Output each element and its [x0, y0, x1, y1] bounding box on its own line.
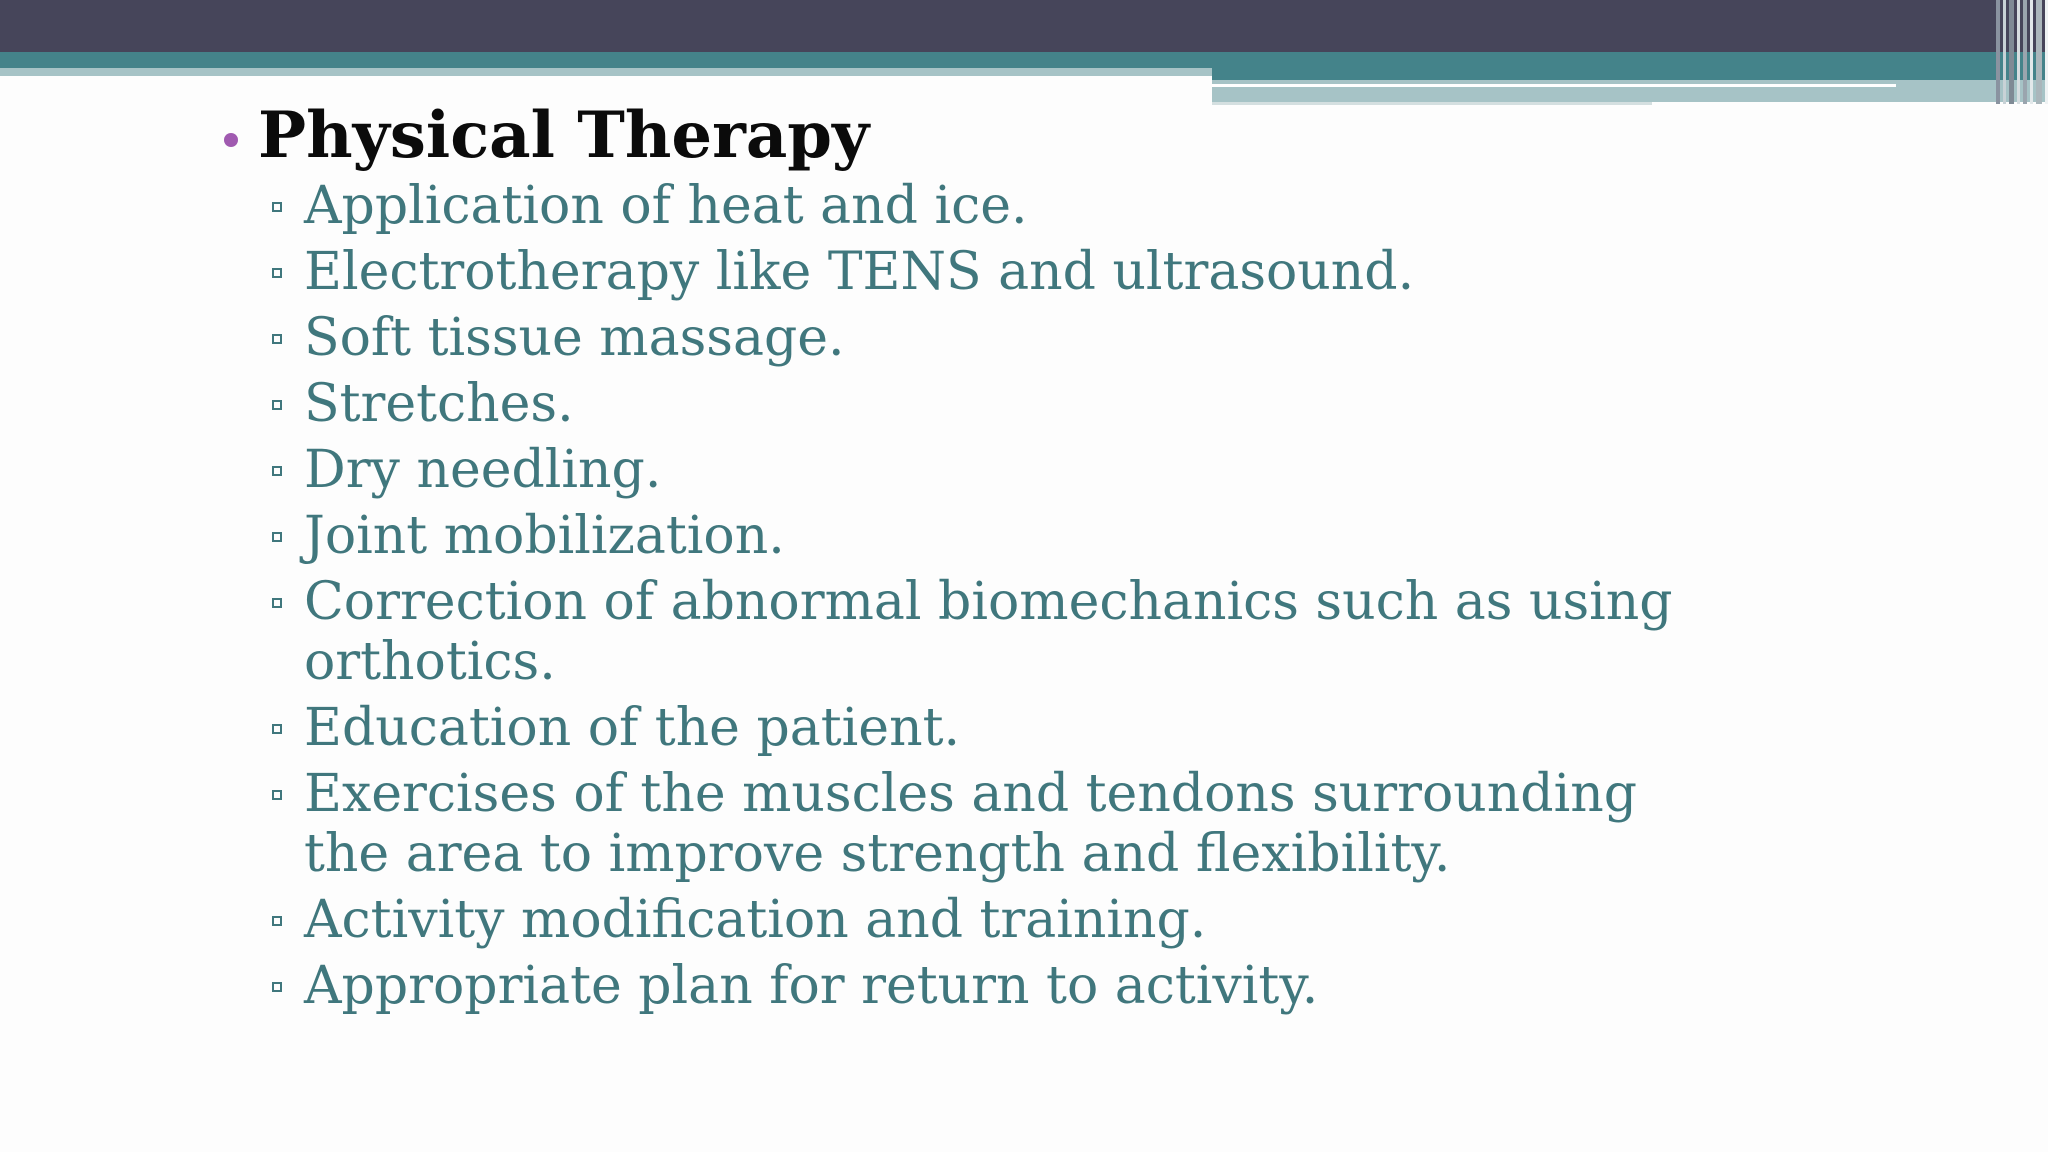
banner-teal-band-right — [1212, 68, 2048, 80]
list-item-text: Stretches. — [304, 374, 574, 434]
list-item — [270, 176, 1710, 236]
square-bullet-icon — [272, 598, 282, 608]
banner-light-band-left — [0, 68, 1212, 76]
square-bullet-icon — [272, 916, 282, 926]
list-item-text: Appropriate plan for return to activity. — [304, 956, 1319, 1016]
square-bullet-icon — [272, 400, 282, 410]
title-bullet-icon — [224, 133, 238, 147]
slide-title: Physical Therapy — [258, 97, 870, 173]
list-item — [270, 308, 1710, 368]
list-item-text: Dry needling. — [304, 440, 662, 500]
banner-white-rule — [1212, 84, 1896, 87]
square-bullet-icon — [272, 982, 282, 992]
banner-teal-band — [0, 52, 2048, 68]
list-item-text: Correction of abnormal biomechanics such as using orthotics. — [304, 572, 1673, 692]
list-item — [270, 764, 1710, 884]
square-bullet-icon — [272, 724, 282, 734]
slide-content — [210, 92, 1810, 1022]
square-bullet-icon — [272, 202, 282, 212]
list-item-text: Application of heat and ice. — [304, 176, 1028, 236]
list-item — [270, 956, 1710, 1016]
square-bullet-icon — [272, 268, 282, 278]
list-item-text: Electrotherapy like TENS and ultrasound. — [304, 242, 1415, 302]
list-item-text: Exercises of the muscles and tendons surrounding the area to improve strength and flexibility. — [304, 764, 1637, 884]
banner-dark-band — [0, 0, 2048, 52]
list-item — [270, 506, 1710, 566]
square-bullet-icon — [272, 532, 282, 542]
list-item — [270, 698, 1710, 758]
list-item — [270, 572, 1710, 692]
list-item-text: Soft tissue massage. — [304, 308, 845, 368]
bullet-list — [210, 176, 1810, 1016]
slide-title-row — [210, 92, 1810, 178]
list-item-text: Education of the patient. — [304, 698, 960, 758]
list-item — [270, 242, 1710, 302]
list-item-text: Activity modification and training. — [304, 890, 1207, 950]
list-item — [270, 890, 1710, 950]
list-item — [270, 440, 1710, 500]
square-bullet-icon — [272, 334, 282, 344]
square-bullet-icon — [272, 466, 282, 476]
banner-edge-stripes — [1988, 0, 2048, 104]
square-bullet-icon — [272, 790, 282, 800]
list-item-text: Joint mobilization. — [304, 506, 785, 566]
list-item — [270, 374, 1710, 434]
